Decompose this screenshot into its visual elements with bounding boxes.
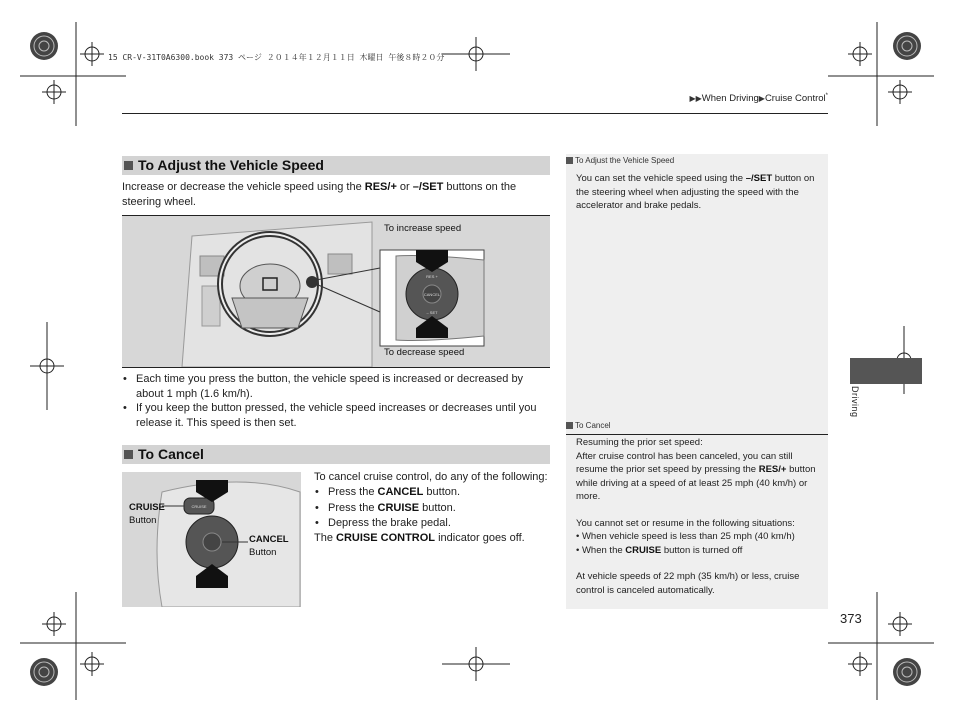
breadcrumb-arrow-icon: ▶ [758, 94, 765, 104]
chapter-tab-label: Driving [850, 386, 860, 418]
section-heading-adjust-speed: To Adjust the Vehicle Speed [122, 156, 550, 175]
list-item: • Each time you press the button, the vehicle speed is increased or decreased by about 1 mph (1.6 km/h). [122, 372, 552, 401]
note-title-adjust-speed: To Adjust the Vehicle Speed [566, 156, 674, 165]
note-cancel: Resuming the prior set speed: After cruise control has been canceled, you can still resume the prior set speed by pressing the RES/+ button while driving at a speed of at least 25 mph (40 km/h) or more. You cannot set or resume in the following situations: • When vehicle speed is less than 25 mph (40 km/h) • When the CRUISE button is turned off At vehicle speeds of 22 mph (35 km/h) or less, cruise control is canceled automatically. [576, 436, 824, 597]
note-rule [566, 434, 828, 435]
sidebar-notes [566, 154, 828, 609]
breadcrumb-level2[interactable]: Cruise Control [764, 93, 826, 105]
breadcrumb-level1[interactable]: When Driving [701, 93, 759, 105]
cancel-instructions [314, 470, 550, 546]
list-item: • When vehicle speed is less than 25 mph (40 km/h) [576, 531, 795, 542]
res-glyph: RES + [426, 274, 438, 279]
section-heading-cancel: To Cancel [122, 445, 550, 464]
breadcrumb-arrow-icon: ▶▶ [689, 94, 702, 104]
list-item: • Depress the brake pedal. [314, 516, 550, 531]
list-item: • If you keep the button pressed, the vehicle speed increases or decreases until you release it. This speed is then set. [122, 401, 552, 430]
steering-wheel-illustration [122, 216, 550, 367]
figure-cancel-controls [122, 472, 301, 607]
top-rule [122, 113, 828, 114]
label-decrease-speed: To decrease speed [384, 347, 465, 358]
adjust-speed-bullets [122, 372, 552, 430]
set-glyph: – SET [426, 310, 438, 315]
label-increase-speed: To increase speed [384, 223, 462, 234]
cancel-intro: To cancel cruise control, do any of the following: [314, 471, 548, 483]
label-cancel-button: CANCEL Button [249, 534, 289, 558]
list-item: • Press the CANCEL button. [314, 485, 550, 500]
heading-square-icon [124, 161, 133, 170]
breadcrumb-mark: * [825, 93, 828, 99]
cruise-glyph: CRUISE [191, 504, 207, 509]
list-item: • Press the CRUISE button. [314, 501, 550, 516]
reference-icon [566, 422, 573, 429]
page-number: 373 [840, 611, 862, 626]
print-header: 15 CR-V-31T0A6300.book 373 ページ ２０１４年１２月１１日 木曜日 午後８時２０分 [108, 53, 445, 62]
adjust-speed-intro: Increase or decrease the vehicle speed using the RES/+ or –/SET buttons on the steering wheel. [122, 181, 517, 208]
chapter-tab [850, 358, 922, 384]
note-title-cancel: To Cancel [566, 421, 611, 430]
heading-square-icon [124, 450, 133, 459]
label-cruise-button: CRUISE Button [129, 502, 165, 526]
cancel-glyph: CANCEL [423, 292, 441, 297]
breadcrumb [689, 93, 828, 104]
list-item: • When the CRUISE button is turned off [576, 544, 743, 556]
reference-icon [566, 157, 573, 164]
figure-steering-wheel-controls [122, 215, 550, 368]
cancel-outro: The CRUISE CONTROL indicator goes off. [314, 532, 525, 545]
note-adjust-speed: You can set the vehicle speed using the –/SET button on the steering wheel when adjusting the speed with the accelerator and brake pedals. [576, 173, 815, 211]
